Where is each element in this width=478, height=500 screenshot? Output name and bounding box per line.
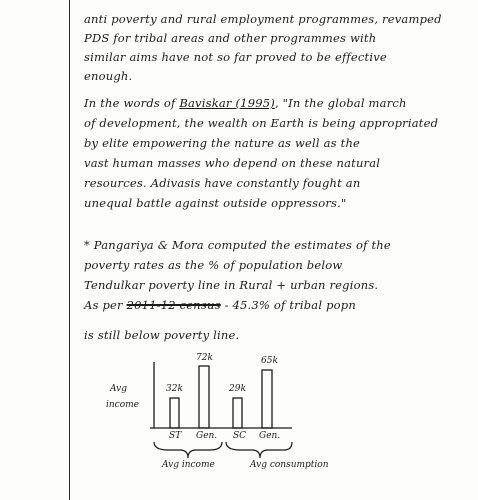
- quote-prefix: In the words of: [84, 96, 176, 110]
- income-brace: [154, 442, 222, 458]
- consumption-brace: [226, 442, 292, 458]
- text-line: similar aims have not so far proved to be effective: [84, 50, 387, 64]
- citation-author: Baviskar (1995): [179, 96, 275, 110]
- note-stat: - 45.3% of tribal popn: [224, 298, 356, 312]
- note-line: Tendulkar poverty line in Rural + urban regions.: [84, 278, 379, 292]
- text-line: anti poverty and rural employment programmes, revamped: [84, 12, 442, 26]
- data-label: 29k: [229, 384, 246, 394]
- bar-gen-income: [199, 366, 209, 428]
- y-axis-label-line1: Avg: [110, 384, 127, 394]
- category-label: SC: [233, 431, 247, 441]
- bar-sc-consumption: [233, 398, 242, 428]
- note-line: * Pangariya & Mora computed the estimates of the: [84, 238, 391, 252]
- text-line: enough.: [84, 69, 133, 83]
- note-line: is still below poverty line.: [84, 328, 240, 342]
- text-line: by elite empowering the nature as well as the: [84, 136, 361, 150]
- quote-opening: , "In the global march: [274, 96, 407, 110]
- data-label: 65k: [261, 356, 278, 366]
- note-line: poverty rates as the % of population below: [84, 258, 343, 272]
- group-label-income: Avg income: [162, 460, 215, 470]
- data-label: 72k: [196, 353, 213, 363]
- bar-gen-consumption: [262, 370, 272, 428]
- category-label: Gen.: [259, 431, 281, 441]
- bar-st-income: [170, 398, 179, 428]
- category-label: ST: [169, 431, 182, 441]
- text-line: resources. Adivasis have constantly fought an: [84, 176, 361, 190]
- text-line: of development, the wealth on Earth is being appropriated: [84, 116, 439, 130]
- category-label: Gen.: [196, 431, 218, 441]
- text-line: PDS for tribal areas and other programmes with: [84, 31, 377, 45]
- note-prefix: As per: [84, 298, 123, 312]
- data-label: 32k: [166, 384, 183, 394]
- struck-text: 2011-12 census: [126, 298, 221, 312]
- text-line: vast human masses who depend on these natural: [84, 156, 381, 170]
- y-axis-label-line2: income: [106, 400, 139, 410]
- group-label-consumption: Avg consumption: [250, 460, 329, 470]
- text-line: unequal battle against outside oppressors.": [84, 196, 347, 210]
